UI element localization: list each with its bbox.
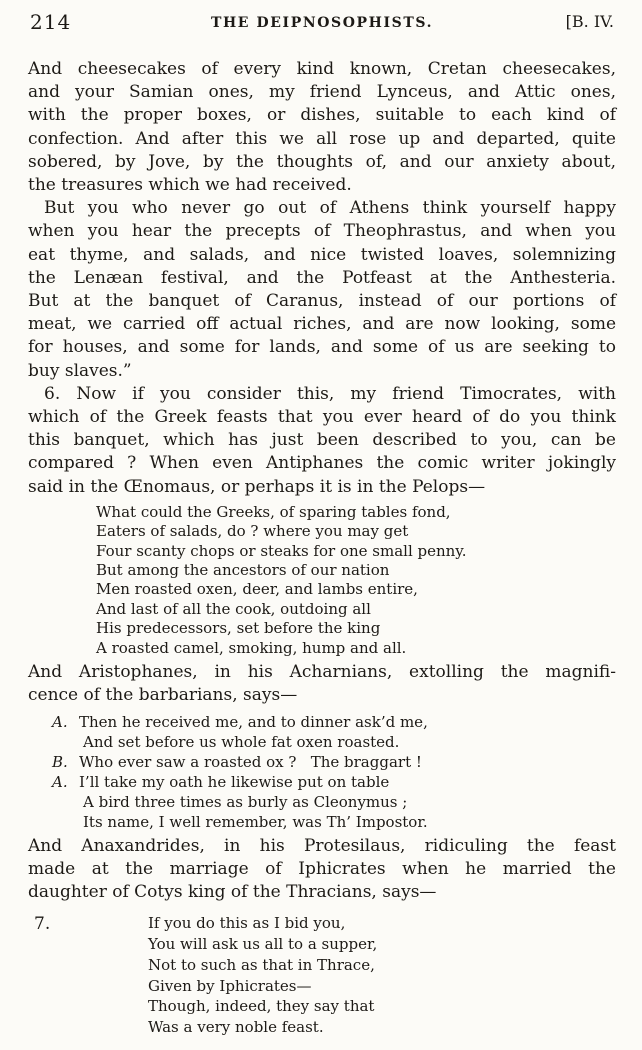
verse-line: You will ask us all to a supper, [148, 934, 378, 953]
text-line: said in the Œnomaus, or perhaps it is in the Pelops— [28, 476, 486, 497]
para-block [28, 58, 616, 197]
text-line: when you hear the precepts of Theophrastus, and when you [28, 221, 616, 242]
dialogue-line [52, 732, 616, 752]
text-line: made at the marriage of Iphicrates when he married the [28, 858, 616, 879]
verse-line: If you do this as I bid you, [148, 914, 346, 933]
verse-line: Given by Iphicrates— [148, 976, 312, 995]
page-title: THE DEIPNOSOPHISTS. [210, 15, 434, 31]
text-line: and your Samian ones, my friend Lynceus, and Attic ones, [28, 82, 616, 103]
text-line: the treasures which we had received. [28, 175, 352, 196]
text-line: this banquet, which has just been described to you, can be [28, 430, 616, 451]
dialogue-line [52, 792, 616, 812]
text-line: the Lenæan festival, and the Potfeast at the Anthesteria. [28, 267, 616, 288]
verse-line: Men roasted oxen, deer, and lambs entire, [96, 580, 418, 599]
para-block [28, 835, 616, 905]
verse-line: But among the ancestors of our nation [96, 561, 390, 580]
speaker-label: B. [52, 752, 68, 771]
text-line: eat thyme, and salads, and nice twisted loaves, solemnizing [28, 244, 616, 265]
text-line: meat, we carried off actual riches, and are now looking, some [28, 314, 616, 335]
dialogue-text: A bird three times as burly as Cleonymus ; [83, 792, 408, 811]
text-line: But at the banquet of Caranus, instead of our portions of [28, 291, 616, 312]
verse-line: What could the Greeks, of sparing tables fond, [96, 502, 451, 521]
verse-line: And last of all the cook, outdoing all [96, 599, 371, 618]
para-block [28, 661, 616, 707]
verse-line: His predecessors, set before the king [96, 619, 381, 638]
para-block [28, 197, 616, 383]
dialogue-text: Then he received me, and to dinner ask’d me, [79, 712, 428, 731]
text-line: And cheesecakes of every kind known, Cretan cheesecakes, [28, 59, 616, 79]
dialogue-line [52, 712, 616, 732]
text-line: And Anaxandrides, in his Protesilaus, ridiculing the feast [28, 835, 616, 856]
text-line: which of the Greek feasts that you ever heard of do you think [28, 407, 616, 428]
verse-line: Though, indeed, they say that [148, 997, 375, 1016]
verse-line: Four scanty chops or steaks for one small penny. [96, 541, 467, 560]
text-body [28, 58, 616, 1038]
dialogue-line [52, 772, 616, 792]
dialogue-text: Its name, I well remember, was Th’ Impostor. [83, 812, 428, 831]
speaker-label: A. [52, 712, 68, 731]
text-line: But you who never go out of Athens think yourself happy [44, 198, 616, 219]
dialogue-block [52, 712, 616, 832]
text-line: buy slaves.” [28, 360, 132, 381]
text-line: confection. And after this we all rose up and departed, quite [28, 128, 616, 149]
text-line: cence of the barbarians, says— [28, 685, 298, 706]
dialogue-text: I’ll take my oath he likewise put on table [79, 772, 390, 791]
dialogue-text: Who ever saw a roasted ox ? The braggart ! [79, 752, 422, 771]
page-header [28, 10, 616, 42]
text-line: compared ? When even Antiphanes the comic writer jokingly [28, 453, 616, 474]
verse-number: 7. [34, 914, 51, 935]
speaker-label: A. [52, 772, 68, 791]
verse-line: Was a very noble feast. [148, 1018, 324, 1037]
para-block [28, 383, 616, 499]
verse-line: A roasted camel, smoking, hump and all. [96, 638, 407, 657]
page-number: 214 [30, 10, 72, 34]
dialogue-line [52, 752, 616, 772]
verse-line: Eaters of salads, do ? where you may get [96, 522, 409, 541]
text-line: 6. Now if you consider this, my friend Timocrates, with [44, 383, 616, 404]
verse-line: Not to such as that in Thrace, [148, 955, 375, 974]
text-line: daughter of Cotys king of the Thracians, says— [28, 881, 437, 902]
dialogue-line [52, 812, 616, 832]
text-line: with the proper boxes, or dishes, suitable to each kind of [28, 105, 616, 126]
verse-block [28, 913, 616, 1038]
book-reference: [B. IV. [565, 12, 614, 31]
text-line: for houses, and some for lands, and some of us are seeking to [28, 337, 616, 358]
dialogue-text: And set before us whole fat oxen roasted. [83, 732, 400, 751]
verse-block [96, 503, 616, 658]
text-line: And Aristophanes, in his Acharnians, extolling the magnifi- [28, 662, 616, 683]
text-line: sobered, by Jove, by the thoughts of, and our anxiety about, [28, 151, 616, 172]
